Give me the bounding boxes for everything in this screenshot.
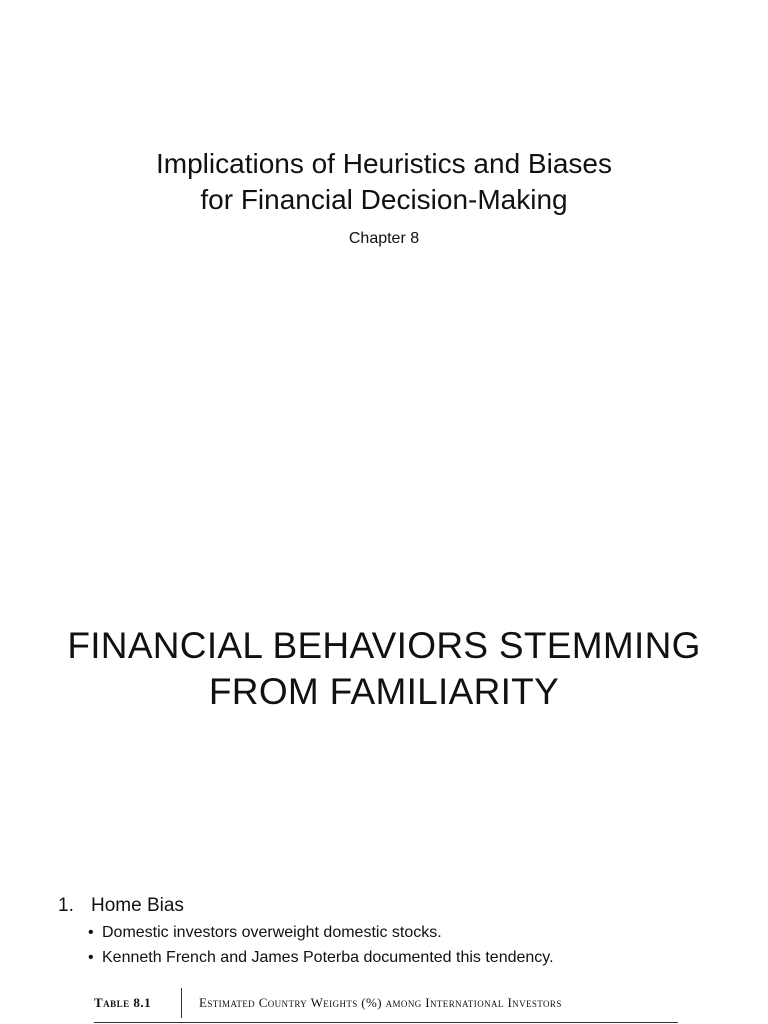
content-slide bbox=[0, 890, 768, 1024]
section-title bbox=[0, 623, 768, 715]
caption-divider bbox=[181, 988, 182, 1018]
bullet-icon: • bbox=[88, 924, 94, 941]
list-item bbox=[88, 920, 554, 945]
list-item bbox=[88, 945, 554, 970]
table-label: Table 8.1 bbox=[94, 995, 152, 1010]
list-heading bbox=[58, 894, 184, 918]
slide-title-line-1: Implications of Heuristics and Biases bbox=[156, 148, 612, 179]
table-caption-text: Estimated Country Weights (%) among International Investors bbox=[199, 995, 562, 1010]
chapter-subtitle: Chapter 8 bbox=[348, 230, 420, 247]
section-slide bbox=[0, 600, 768, 740]
bullet-icon: • bbox=[88, 949, 94, 966]
bullet-text: Domestic investors overweight domestic stocks. bbox=[102, 924, 442, 941]
slide-title bbox=[0, 146, 768, 218]
title-slide bbox=[0, 0, 768, 300]
section-title-line-1: FINANCIAL BEHAVIORS STEMMING bbox=[67, 625, 701, 666]
bullet-list bbox=[88, 920, 554, 970]
table-caption bbox=[94, 986, 678, 1023]
slide-title-line-2: for Financial Decision-Making bbox=[200, 184, 568, 215]
section-title-line-2: FROM FAMILIARITY bbox=[208, 671, 560, 712]
list-heading-text: Home Bias bbox=[91, 895, 184, 916]
list-heading-number: 1. bbox=[58, 895, 74, 916]
bullet-text: Kenneth French and James Poterba documented this tendency. bbox=[102, 949, 554, 966]
